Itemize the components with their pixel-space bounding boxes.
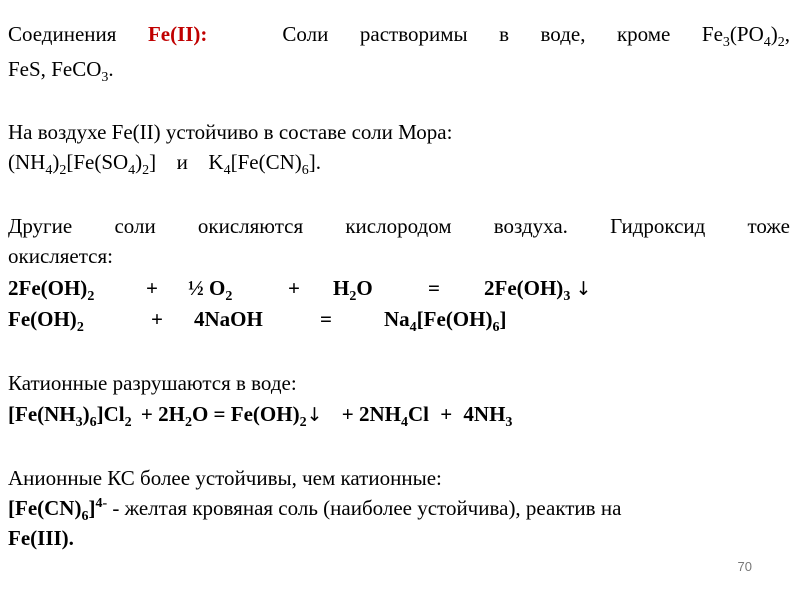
oxidation-line: Другие соли окисляются кислородом воздуха. Гидроксид тоже (8, 214, 790, 238)
solubility-word: растворимы (359, 22, 468, 46)
anionic-text: Анионные КС более устойчивы, чем катионные: (8, 466, 442, 490)
page-number: 70 (737, 559, 752, 574)
fe2-heading: Соединения (8, 22, 117, 46)
conjunction: и (176, 150, 188, 174)
anionic-line-3: Fe(III). (8, 526, 74, 550)
mohr-salt-line (8, 150, 790, 178)
anionic-complex-line: $[Fe(CN)_6]^{4-}$ - желтая кровяная соль (наиболее устойчива), реактив на (8, 496, 622, 524)
slide: Соединения Fe(II): Соли растворимы в воде, кроме $Fe_3(PO_4)_2$, FeS, FeCO$_3$. На воздухе Fe(II) устойчиво в составе соли Мора: $(NH_4)_2[Fe(SO_4)_2]$ и $K_4[Fe(CN)_6]$. Другие соли окисляются кислородом воздуха. Гидроксид тоже окисляется: $2Fe(OH)_2$ + ½ $O_2$ + $H_2O$ = $2Fe(OH)_3$ ↓ $Fe(OH)_2$ + 4NaOH = $Na_4[Fe(OH)_6]$ Катионные разрушаются в воде: $[Fe(NH_3)_6]Cl_2 + 2H_2O$ = $Fe(OH)_2↓ + 2NH_4Cl + 4NH_3$ Анионные КС более устойчивы, чем катионные: $[Fe(CN)_6]^{4-}$ - желтая кровяная соль (наиболее устойчива), реактив на Fe(III). 70 (8, 22, 790, 574)
mohr-salt-formula: $(NH_4)_2[Fe(SO_4)_2]$ (8, 150, 157, 178)
oxidation-line-2: окисляется: (8, 244, 113, 268)
air-stability-text: На воздухе Fe(II) устойчиво в составе соли Мора: (8, 120, 453, 144)
solubility-word: кроме (616, 22, 671, 46)
fe2-solubility-line (8, 22, 790, 50)
solubility-word: воде, (540, 22, 586, 46)
exception-phosphate: $Fe_3(PO_4)_2$, (701, 22, 790, 50)
precipitate-arrow-icon: ↓ (575, 278, 592, 300)
k4-formula: $K_4[Fe(CN)_6]$. (208, 150, 321, 178)
ferrocyanide-formula: $[Fe(CN)_6]^{4-}$ (8, 496, 108, 524)
precipitate-arrow-icon: ↓ (306, 404, 323, 426)
fe2-label: Fe(II): (147, 22, 208, 46)
equation-cationic: $[Fe(NH_3)_6]Cl_2 + 2H_2O$ = $Fe(OH)_2↓ + 2NH_4Cl + 4NH_3$ (8, 402, 513, 430)
solubility-word: в (499, 22, 510, 46)
solubility-word: Соли (282, 22, 329, 46)
fe2-exceptions-line: FeS, FeCO$_3$. (8, 57, 114, 85)
cationic-text: Катионные разрушаются в воде: (8, 371, 297, 395)
